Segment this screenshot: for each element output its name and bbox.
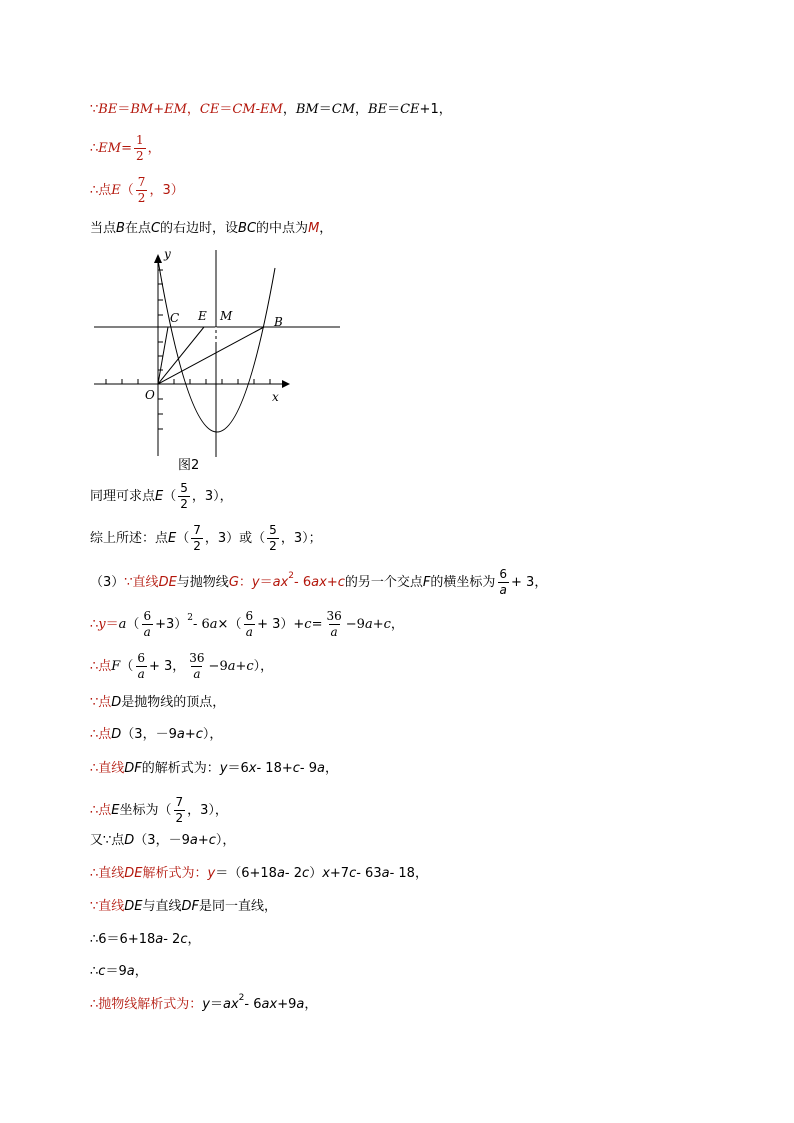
- text: 的右边时，设: [160, 221, 239, 236]
- var-y: y: [251, 574, 260, 590]
- line-2: [90, 134, 161, 162]
- text: ＝9: [105, 964, 127, 979]
- var-c: c: [302, 866, 310, 881]
- line-15: [90, 867, 428, 880]
- text: 综上所述：点: [90, 530, 169, 546]
- text: -: [255, 102, 261, 117]
- fraction: $\frac{6}{a}$: [143, 609, 152, 639]
- text: 当点: [90, 221, 117, 236]
- text: ＝6: [227, 761, 249, 776]
- text: - 18+: [256, 761, 293, 776]
- var-cm: CM: [232, 102, 256, 117]
- text: - 6: [192, 616, 210, 632]
- var-f: F: [422, 574, 431, 590]
- line-14: [90, 834, 235, 847]
- text: ＝: [117, 102, 131, 117]
- text: ∴点: [90, 727, 112, 742]
- text: ，: [187, 932, 201, 947]
- var-f: F: [111, 658, 121, 674]
- fraction: $\frac{6}{a}$: [499, 567, 508, 597]
- text: ∵直线: [124, 574, 159, 590]
- var-de: DE: [124, 866, 143, 881]
- var-ax: ax: [272, 574, 289, 590]
- var-c: c: [292, 761, 300, 776]
- text: +: [326, 574, 338, 590]
- text: ＝（6+18: [215, 866, 277, 881]
- fraction: $\frac{6}{a}$: [245, 609, 254, 639]
- text: ＝: [259, 574, 273, 590]
- text: 与抛物线: [176, 574, 229, 590]
- fraction: $\frac{1}{2}$: [136, 133, 144, 163]
- text: ，3）或（: [204, 530, 266, 546]
- segment-ob: [158, 327, 264, 384]
- text: （: [126, 616, 140, 632]
- var-de: DE: [158, 574, 177, 590]
- therefore-symbol: ∴: [90, 140, 99, 156]
- var-a: a: [276, 866, 285, 881]
- text: ，: [282, 102, 296, 117]
- text: ＝: [209, 997, 223, 1012]
- var-ce: CE: [400, 102, 420, 117]
- because-symbol: ∵: [90, 102, 99, 117]
- label-c: C: [170, 311, 180, 325]
- var-em: EM: [260, 102, 283, 117]
- text: ＝: [105, 616, 119, 632]
- fraction: $\frac{7}{2}$: [193, 523, 201, 553]
- label-b: B: [274, 315, 283, 329]
- text: +1，: [419, 102, 452, 117]
- text: - 2: [163, 932, 181, 947]
- var-c: c: [180, 932, 188, 947]
- var-c: c: [246, 658, 254, 674]
- line-1: [90, 103, 452, 116]
- text: ，3）: [149, 182, 184, 198]
- var-g: G: [228, 574, 239, 590]
- text: ：: [238, 574, 252, 590]
- line-18: [90, 965, 148, 978]
- var-df: DF: [181, 899, 200, 914]
- text: ×（: [217, 616, 242, 632]
- therefore-symbol: ∴: [90, 616, 99, 632]
- text: ，: [355, 102, 369, 117]
- text: 是同一直线，: [199, 899, 278, 914]
- text: 是抛物线的顶点，: [121, 695, 226, 710]
- text: =: [311, 616, 323, 632]
- line-6: [90, 524, 322, 552]
- exponent: 2: [187, 612, 193, 623]
- line-8: [90, 610, 404, 638]
- text: ，: [390, 616, 404, 632]
- text: ∴抛物线解析式为：: [90, 997, 203, 1012]
- text: - 18，: [389, 866, 428, 881]
- text: - 9: [299, 761, 318, 776]
- text: ∴: [90, 964, 99, 979]
- exponent: 2: [288, 570, 295, 581]
- text: 坐标为（: [119, 802, 172, 818]
- text: ，3）；: [280, 530, 322, 546]
- line-9: [90, 652, 273, 680]
- text: −9: [208, 658, 228, 674]
- text: （: [163, 488, 177, 504]
- text: ∵点: [90, 695, 112, 710]
- var-bm-em: BM+EM: [130, 102, 187, 117]
- text: ，: [186, 102, 200, 117]
- var-m: M: [308, 221, 320, 236]
- text: 的另一个交点: [344, 574, 423, 590]
- text: ，: [304, 997, 318, 1012]
- text: ，: [324, 761, 338, 776]
- fraction: $\frac{36}{a}$: [189, 651, 205, 681]
- var-a: a: [317, 761, 325, 776]
- var-bc: BC: [238, 221, 257, 236]
- text: ＝: [219, 102, 233, 117]
- var-a: a: [189, 833, 198, 848]
- text: - 6: [294, 574, 312, 590]
- var-c: c: [349, 866, 357, 881]
- text: 又∵点: [90, 833, 125, 848]
- var-d: D: [124, 833, 135, 848]
- var-a: a: [227, 658, 236, 674]
- line-19: [90, 993, 318, 1012]
- text: −9: [345, 616, 365, 632]
- text: +9: [277, 997, 297, 1012]
- figure-caption: 图2: [178, 458, 200, 473]
- text: +: [197, 833, 209, 848]
- label-o: O: [145, 388, 155, 402]
- exponent: 2: [238, 993, 245, 1003]
- fraction: $\frac{5}{2}$: [180, 481, 188, 511]
- text: ），: [202, 727, 223, 742]
- x-axis-arrow: [282, 380, 290, 388]
- var-c: c: [304, 616, 312, 632]
- var-y: y: [207, 866, 216, 881]
- var-ax: ax: [223, 997, 239, 1012]
- text: （3）: [90, 574, 125, 590]
- var-a: a: [118, 616, 127, 632]
- var-cm: CM: [331, 102, 356, 117]
- text: =: [121, 140, 132, 156]
- var-e: E: [155, 488, 164, 504]
- text: ∴直线: [90, 761, 125, 776]
- text: + 3，: [148, 658, 186, 674]
- text: +7: [329, 866, 350, 881]
- label-x: x: [272, 390, 279, 404]
- text: + 3，: [511, 574, 548, 590]
- fraction: $\frac{6}{a}$: [137, 651, 145, 681]
- text: ），: [253, 658, 274, 674]
- var-ce: CE: [199, 102, 220, 117]
- label-m: M: [220, 309, 233, 323]
- line-5: [90, 482, 233, 510]
- label-y: y: [164, 247, 171, 261]
- var-x: x: [322, 866, 330, 881]
- text: ∴直线: [90, 866, 125, 881]
- line-17: [90, 933, 201, 946]
- text: ∵直线: [90, 899, 125, 914]
- parabola-figure: [92, 244, 344, 459]
- var-c: c: [98, 964, 106, 979]
- var-c: c: [208, 833, 216, 848]
- var-ax: ax: [311, 574, 327, 590]
- x-ticks: [106, 379, 270, 384]
- text: ∴点: [90, 658, 112, 674]
- var-y: y: [202, 997, 210, 1012]
- var-e: E: [111, 182, 121, 198]
- var-be: BE: [98, 102, 118, 117]
- var-d: D: [111, 695, 122, 710]
- text: 与直线: [142, 899, 182, 914]
- text: ，: [319, 221, 333, 236]
- fraction: $\frac{5}{2}$: [269, 523, 277, 553]
- line-7: [90, 568, 547, 596]
- line-4: [90, 222, 332, 235]
- var-y: y: [98, 616, 106, 632]
- text: ，: [134, 964, 148, 979]
- text: 的解析式为：: [141, 761, 220, 776]
- var-a: a: [126, 964, 135, 979]
- var-c: c: [383, 616, 391, 632]
- var-be: BE: [368, 102, 388, 117]
- line-11: [90, 728, 222, 741]
- var-a: a: [381, 866, 390, 881]
- fraction: $\frac{36}{a}$: [326, 609, 342, 639]
- text: ，3），: [191, 488, 233, 504]
- var-de: DE: [124, 899, 143, 914]
- var-e: E: [168, 530, 177, 546]
- text: + 3）+: [257, 616, 305, 632]
- text: 的横坐标为: [430, 574, 496, 590]
- var-a: a: [364, 616, 373, 632]
- text: 解析式为：: [142, 866, 208, 881]
- var-c: c: [337, 574, 345, 590]
- var-d: D: [111, 727, 122, 742]
- text: - 6: [244, 997, 262, 1012]
- text: （: [120, 182, 134, 198]
- fraction: $\frac{7}{2}$: [137, 175, 146, 205]
- text: ），: [215, 833, 236, 848]
- line-16: [90, 900, 277, 913]
- var-df: DF: [124, 761, 142, 776]
- var-b: B: [116, 221, 125, 236]
- line-13: [90, 796, 228, 824]
- text: （: [120, 658, 134, 674]
- text: +: [184, 727, 196, 742]
- var-x: x: [248, 761, 257, 776]
- var-y: y: [219, 761, 228, 776]
- text: ＝: [387, 102, 401, 117]
- text: ）: [309, 866, 323, 881]
- var-e: E: [111, 802, 120, 818]
- text: ∴点: [90, 182, 112, 198]
- line-3: [90, 176, 184, 204]
- var-a: a: [296, 997, 305, 1012]
- text: 在点: [124, 221, 151, 236]
- var-a: a: [176, 727, 185, 742]
- text: （3，－9: [121, 727, 177, 742]
- label-e: E: [198, 309, 207, 323]
- text: ，: [147, 140, 161, 156]
- text: ，3），: [187, 802, 228, 818]
- var-a: a: [209, 616, 218, 632]
- segment-oe: [158, 327, 204, 384]
- text: 同理可求点: [90, 488, 156, 504]
- text: （: [176, 530, 190, 546]
- text: - 2: [284, 866, 303, 881]
- fraction: $\frac{7}{2}$: [175, 795, 184, 825]
- line-12: [90, 762, 338, 775]
- var-c: C: [150, 221, 161, 236]
- text: （3，－9: [134, 833, 190, 848]
- text: +: [372, 616, 384, 632]
- text: ∴6＝6+18: [90, 932, 156, 947]
- text: 的中点为: [256, 221, 309, 236]
- var-bm: BM: [295, 102, 319, 117]
- var-c: c: [195, 727, 203, 742]
- text: ＝: [318, 102, 332, 117]
- y-ticks: [158, 270, 163, 429]
- text: ∴点: [90, 802, 112, 818]
- text: - 63: [356, 866, 382, 881]
- line-10: [90, 696, 225, 709]
- text: +3）: [155, 616, 188, 632]
- var-a: a: [155, 932, 164, 947]
- text: +: [235, 658, 247, 674]
- var-ax: ax: [261, 997, 278, 1012]
- var-em: EM: [98, 140, 122, 156]
